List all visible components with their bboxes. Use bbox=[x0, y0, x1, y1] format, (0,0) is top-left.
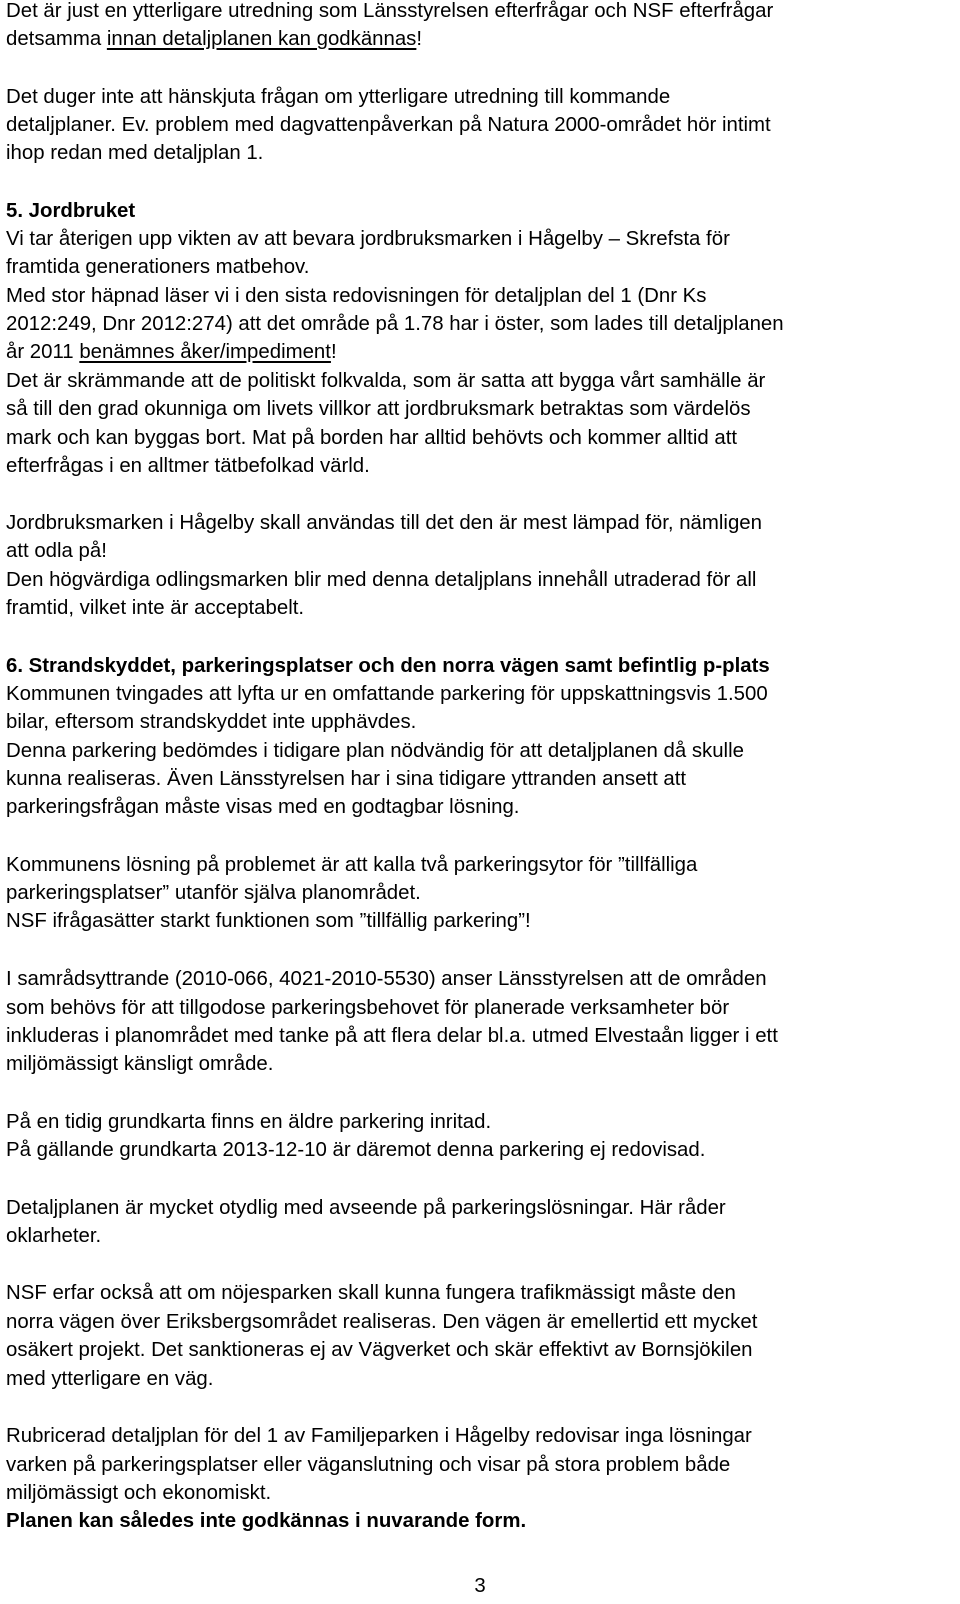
text-line: detaljplaner. Ev. problem med dagvattenpåverkan på Natura 2000-området hör intimt bbox=[6, 114, 771, 136]
text-line: NSF ifrågasätter starkt funktionen som ”tillfällig parkering”! bbox=[6, 910, 531, 932]
text-line: framtid, vilket inte är acceptabelt. bbox=[6, 597, 305, 619]
text-line bbox=[6, 338, 337, 366]
text-line: Det är skrämmande att de politiskt folkvalda, som är satta att bygga vårt samhälle är bbox=[6, 370, 766, 392]
text-line: som behövs för att tillgodose parkeringsbehovet för planerade verksamheter bör bbox=[6, 997, 730, 1019]
text-line: oklarheter. bbox=[6, 1225, 102, 1247]
text-line bbox=[6, 25, 422, 53]
text-span: detsamma bbox=[6, 28, 107, 50]
text-line: kunna realiseras. Även Länsstyrelsen har i sina tidigare yttranden ansett att bbox=[6, 768, 687, 790]
text-line: Med stor häpnad läser vi i den sista redovisningen för detaljplan del 1 (Dnr Ks bbox=[6, 285, 707, 307]
text-line: osäkert projekt. Det sanktioneras ej av Vägverket och skär effektivt av Bornsjökilen bbox=[6, 1339, 753, 1361]
text-span: ! bbox=[330, 341, 337, 363]
text-line: ihop redan med detaljplan 1. bbox=[6, 142, 264, 164]
text-line: att odla på! bbox=[6, 540, 107, 562]
text-line: NSF erfar också att om nöjesparken skall kunna fungera trafikmässigt måste den bbox=[6, 1282, 736, 1304]
text-line: inkluderas i planområdet med tanke på att flera delar bl.a. utmed Elvestaån ligger i ett bbox=[6, 1025, 778, 1047]
text-line: norra vägen över Eriksbergsområdet realiseras. Den vägen är emellertid ett mycket bbox=[6, 1311, 758, 1333]
text-line: Rubricerad detaljplan för del 1 av Familjeparken i Hågelby redovisar inga lösningar bbox=[6, 1425, 752, 1447]
conclusion-text: Planen kan således inte godkännas i nuvarande form. bbox=[6, 1510, 527, 1532]
text-line: varken på parkeringsplatser eller väganslutning och visar på stora problem både bbox=[6, 1454, 731, 1476]
text-line: så till den grad okunniga om livets villkor att jordbruksmark betraktas som värdelös bbox=[6, 398, 751, 420]
text-line: I samrådsyttrande (2010-066, 4021-2010-5530) anser Länsstyrelsen att de områden bbox=[6, 968, 767, 990]
text-line: Detaljplanen är mycket otydlig med avseende på parkeringslösningar. Här råder bbox=[6, 1197, 726, 1219]
text-line: Kommunen tvingades att lyfta ur en omfattande parkering för uppskattningsvis 1.500 bbox=[6, 683, 768, 705]
text-line: På en tidig grundkarta finns en äldre parkering inritad. bbox=[6, 1111, 492, 1133]
underlined-text: innan detaljplanen kan godkännas bbox=[106, 28, 417, 50]
section-heading: 6. Strandskyddet, parkeringsplatser och den norra vägen samt befintlig p-plats bbox=[6, 655, 770, 677]
text-line: Det duger inte att hänskjuta frågan om ytterligare utredning till kommande bbox=[6, 86, 671, 108]
text-line: parkeringsfrågan måste visas med en godtagbar lösning. bbox=[6, 796, 520, 818]
text-line: med ytterligare en väg. bbox=[6, 1368, 214, 1390]
page-number: 3 bbox=[474, 1575, 486, 1597]
text-span: år 2011 bbox=[6, 341, 80, 363]
text-line: mark och kan byggas bort. Mat på borden har alltid behövts och kommer alltid att bbox=[6, 427, 738, 449]
text-line: Denna parkering bedömdes i tidigare plan nödvändig för att detaljplanen då skulle bbox=[6, 740, 744, 762]
text-line: På gällande grundkarta 2013-12-10 är däremot denna parkering ej redovisad. bbox=[6, 1139, 706, 1161]
text-line: Det är just en ytterligare utredning som Länsstyrelsen efterfrågar och NSF efterfrågar bbox=[6, 0, 774, 22]
section-heading: 5. Jordbruket bbox=[6, 200, 136, 222]
text-line: framtida generationers matbehov. bbox=[6, 256, 310, 278]
text-line: miljömässigt och ekonomiskt. bbox=[6, 1482, 272, 1504]
text-line: Vi tar återigen upp vikten av att bevara jordbruksmarken i Hågelby – Skrefsta för bbox=[6, 228, 730, 250]
text-line: bilar, eftersom strandskyddet inte upphävdes. bbox=[6, 711, 417, 733]
text-line: parkeringsplatser” utanför själva planområdet. bbox=[6, 882, 421, 904]
text-line: efterfrågas i en alltmer tätbefolkad värld. bbox=[6, 455, 370, 477]
text-line: Jordbruksmarken i Hågelby skall användas till det den är mest lämpad för, nämligen bbox=[6, 512, 762, 534]
text-span: ! bbox=[416, 28, 423, 50]
text-line: 2012:249, Dnr 2012:274) att det område på 1.78 har i öster, som lades till detaljplanen bbox=[6, 313, 784, 335]
underlined-text: benämnes åker/impediment bbox=[79, 341, 331, 363]
text-line: Kommunens lösning på problemet är att kalla två parkeringsytor för ”tillfälliga bbox=[6, 854, 698, 876]
text-line: miljömässigt känsligt område. bbox=[6, 1053, 274, 1075]
text-line: Den högvärdiga odlingsmarken blir med denna detaljplans innehåll utraderad för all bbox=[6, 569, 757, 591]
